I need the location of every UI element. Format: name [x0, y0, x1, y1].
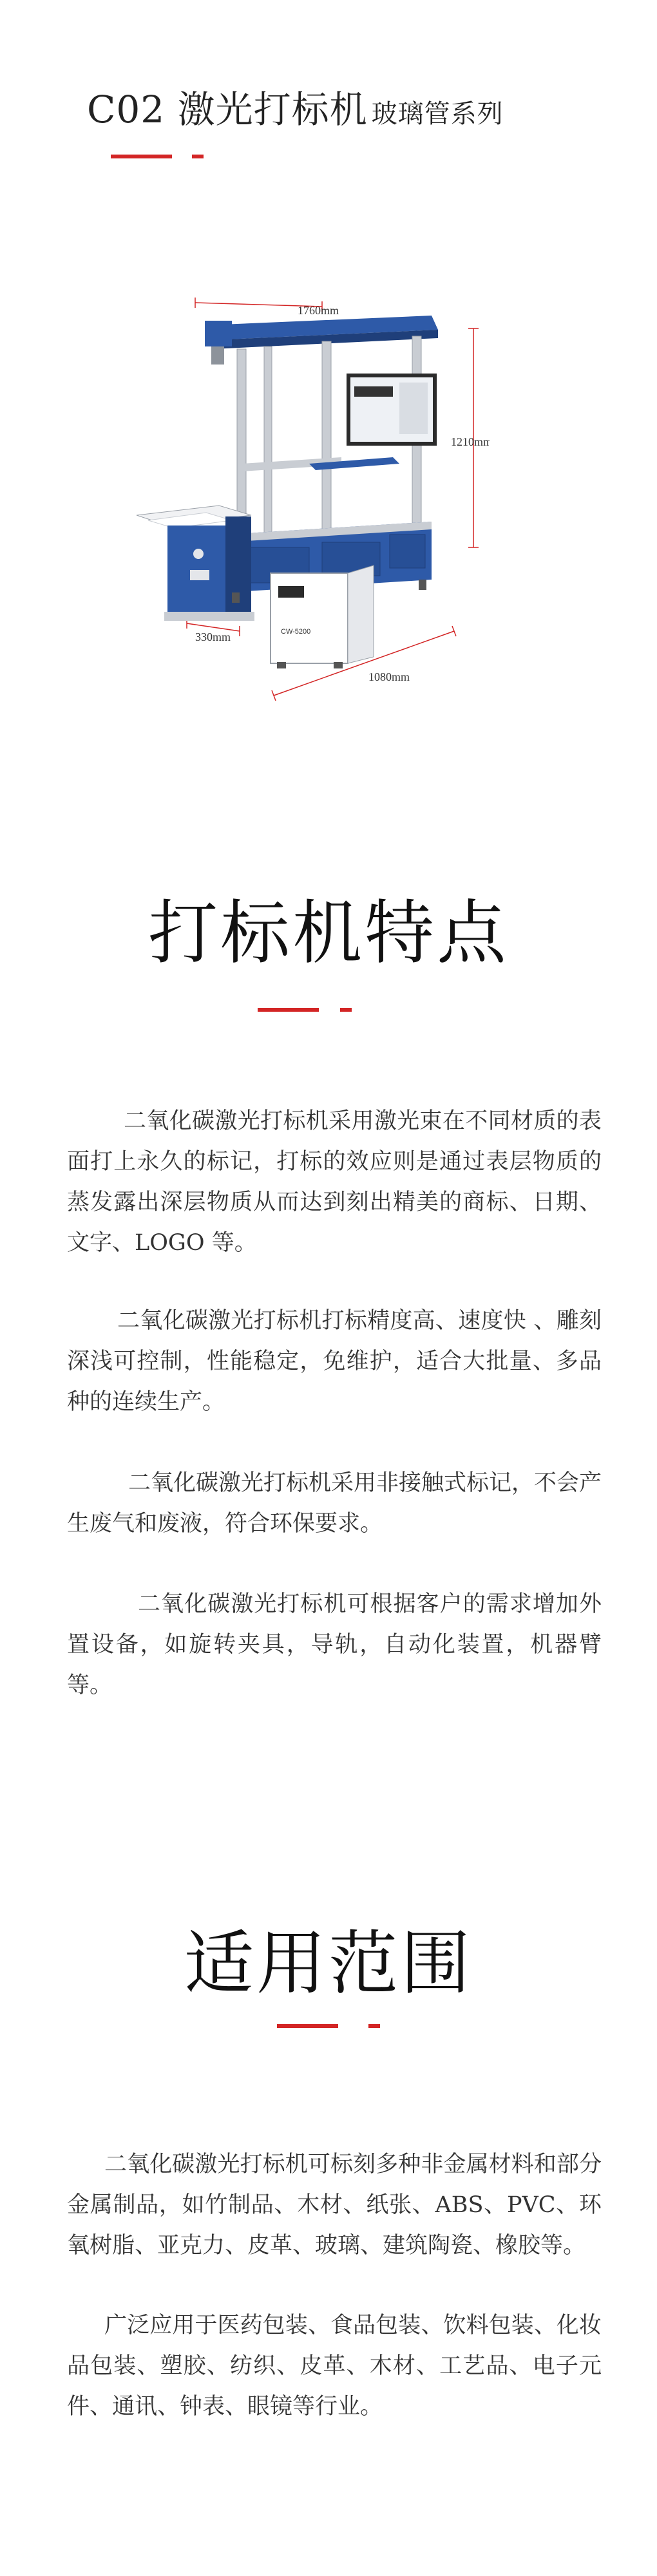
page-title — [87, 84, 504, 140]
page-title-main: C02 激光打标机 — [87, 88, 368, 131]
dimension-depth: 330mm — [195, 630, 231, 643]
laser-marking-machine-illustration — [129, 277, 490, 715]
scope-title: 适用范围 — [184, 1924, 473, 2004]
features-underline-dot — [340, 1008, 352, 1012]
features-underline — [258, 1008, 319, 1012]
scope-underline-dot — [368, 2024, 380, 2028]
title-underline — [111, 155, 172, 158]
product-image — [129, 277, 490, 715]
page-title-subtitle: 玻璃管系列 — [371, 99, 504, 129]
dimension-width: 1760mm — [298, 304, 339, 317]
features-paragraph-2: 二氧化碳激光打标机打标精度高、速度快 、雕刻深浅可控制，性能稳定，免维护，适合大批量、多品种的连续生产。 — [67, 1308, 602, 1415]
title-underline-dot — [192, 155, 204, 158]
scope-paragraph-1: 二氧化碳激光打标机可标刻多种非金属材料和部分金属制品，如竹制品、木材、纸张、ABS、PVC、环氧树脂、亚克力、皮革、玻璃、建筑陶瓷、橡胶等。 — [67, 2152, 602, 2259]
dimension-height: 1210mm — [451, 435, 490, 448]
scope-underline — [277, 2024, 338, 2028]
features-paragraph-1: 二氧化碳激光打标机采用激光束在不同材质的表面打上永久的标记，打标的效应则是通过表层物质的蒸发露出深层物质从而达到刻出精美的商标、日期、文字、LOGO 等。 — [67, 1108, 602, 1256]
features-paragraph-3: 二氧化碳激光打标机采用非接触式标记，不会产生废气和废液，符合环保要求。 — [67, 1470, 602, 1537]
chiller-label: CW-5200 — [281, 628, 311, 636]
features-title: 打标机特点 — [148, 893, 509, 974]
dimension-base: 1080mm — [368, 670, 410, 683]
scope-paragraph-2: 广泛应用于医药包装、食品包装、饮料包装、化妆品包装、塑胶、纺织、皮革、木材、工艺品、电子元件、通讯、钟表、眼镜等行业。 — [67, 2313, 602, 2420]
features-paragraph-4: 二氧化碳激光打标机可根据客户的需求增加外置设备，如旋转夹具，导轨，自动化装置，机器臂等。 — [67, 1591, 602, 1698]
